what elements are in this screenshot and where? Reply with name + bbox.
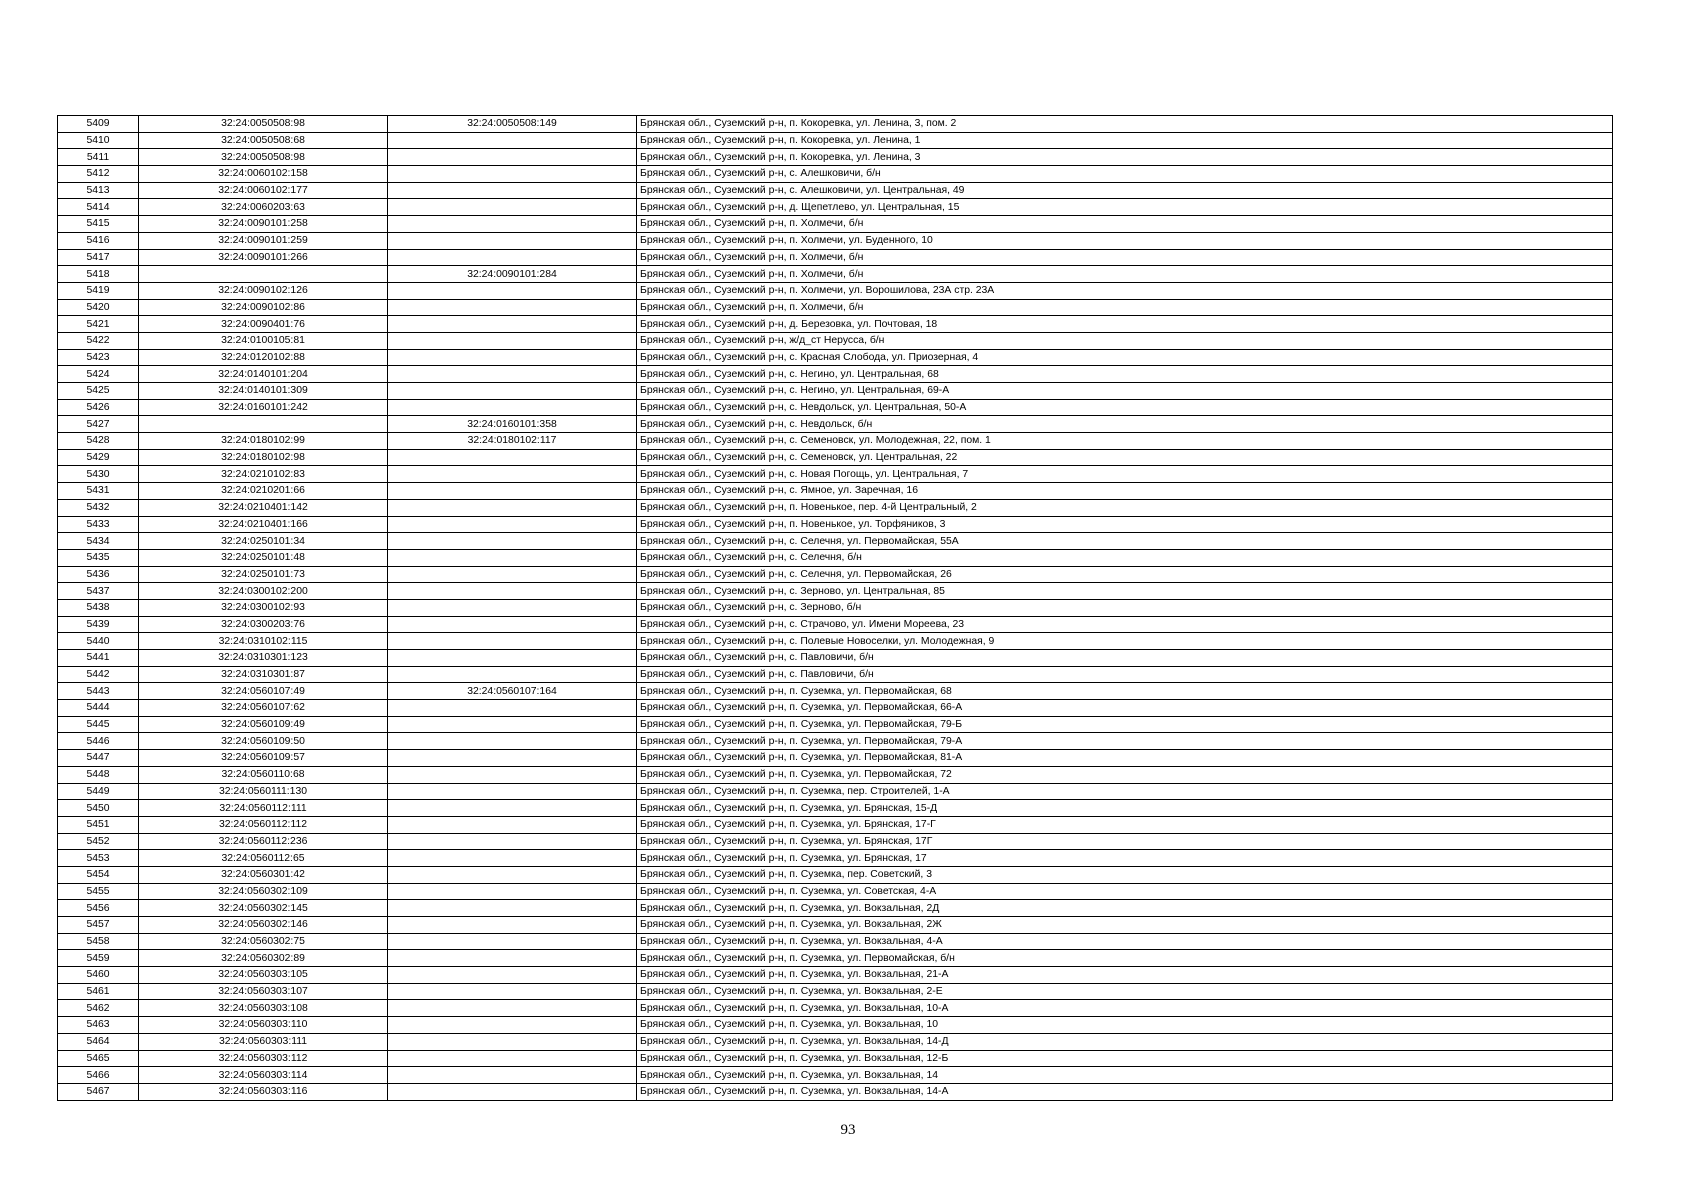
linked-cadastral-number-cell: [388, 1050, 637, 1067]
linked-cadastral-number-cell: [388, 1017, 637, 1034]
linked-cadastral-number-cell: [388, 950, 637, 967]
row-number-cell: 5416: [58, 232, 139, 249]
address-cell: Брянская обл., Суземский р-н, с. Селечня, б/н: [637, 549, 1613, 566]
address-cell: Брянская обл., Суземский р-н, п. Суземка, ул. Первомайская, б/н: [637, 950, 1613, 967]
table-row: [58, 967, 1613, 984]
address-cell: Брянская обл., Суземский р-н, п. Суземка, пер. Строителей, 1-А: [637, 783, 1613, 800]
address-cell: Брянская обл., Суземский р-н, с. Алешковичи, ул. Центральная, 49: [637, 182, 1613, 199]
address-cell: Брянская обл., Суземский р-н, п. Холмечи, б/н: [637, 299, 1613, 316]
table-row: [58, 232, 1613, 249]
cadastral-number-cell: 32:24:0560303:112: [139, 1050, 388, 1067]
row-number-cell: 5448: [58, 766, 139, 783]
linked-cadastral-number-cell: [388, 1033, 637, 1050]
table-row: [58, 616, 1613, 633]
table-row: [58, 399, 1613, 416]
address-cell: Брянская обл., Суземский р-н, с. Павловичи, б/н: [637, 650, 1613, 667]
cadastral-number-cell: 32:24:0090101:266: [139, 249, 388, 266]
cadastral-number-cell: 32:24:0560303:110: [139, 1017, 388, 1034]
row-number-cell: 5414: [58, 199, 139, 216]
address-cell: Брянская обл., Суземский р-н, п. Суземка, ул. Вокзальная, 4-А: [637, 933, 1613, 950]
address-cell: Брянская обл., Суземский р-н, с. Полевые Новоселки, ул. Молодежная, 9: [637, 633, 1613, 650]
row-number-cell: 5431: [58, 483, 139, 500]
linked-cadastral-number-cell: [388, 1083, 637, 1100]
cadastral-number-cell: 32:24:0250101:34: [139, 533, 388, 550]
linked-cadastral-number-cell: [388, 933, 637, 950]
table-row: [58, 416, 1613, 433]
row-number-cell: 5423: [58, 349, 139, 366]
cadastral-number-cell: 32:24:0250101:48: [139, 549, 388, 566]
table-row: [58, 917, 1613, 934]
linked-cadastral-number-cell: [388, 516, 637, 533]
row-number-cell: 5411: [58, 149, 139, 166]
linked-cadastral-number-cell: [388, 917, 637, 934]
row-number-cell: 5463: [58, 1017, 139, 1034]
address-cell: Брянская обл., Суземский р-н, п. Суземка, ул. Вокзальная, 21-А: [637, 967, 1613, 984]
linked-cadastral-number-cell: [388, 399, 637, 416]
address-cell: Брянская обл., Суземский р-н, п. Суземка, ул. Вокзальная, 14: [637, 1067, 1613, 1084]
row-number-cell: 5446: [58, 733, 139, 750]
cadastral-number-cell: 32:24:0300102:200: [139, 583, 388, 600]
cadastral-number-cell: 32:24:0560109:49: [139, 716, 388, 733]
address-cell: Брянская обл., Суземский р-н, ж/д_ст Нерусса, б/н: [637, 332, 1613, 349]
address-cell: Брянская обл., Суземский р-н, п. Суземка, ул. Вокзальная, 2Д: [637, 900, 1613, 917]
table-row: [58, 166, 1613, 183]
row-number-cell: 5462: [58, 1000, 139, 1017]
cadastral-number-cell: 32:24:0560107:62: [139, 700, 388, 717]
linked-cadastral-number-cell: [388, 650, 637, 667]
address-cell: Брянская обл., Суземский р-н, п. Холмечи, ул. Ворошилова, 23А стр. 23А: [637, 282, 1613, 299]
page-number: 93: [840, 1122, 856, 1138]
table-row: [58, 533, 1613, 550]
table-row: [58, 983, 1613, 1000]
linked-cadastral-number-cell: [388, 366, 637, 383]
cadastral-number-cell: 32:24:0140101:204: [139, 366, 388, 383]
address-cell: Брянская обл., Суземский р-н, п. Суземка, ул. Вокзальная, 2Ж: [637, 917, 1613, 934]
cadastral-number-cell: 32:24:0310102:115: [139, 633, 388, 650]
address-cell: Брянская обл., Суземский р-н, п. Суземка, ул. Вокзальная, 2-Е: [637, 983, 1613, 1000]
linked-cadastral-number-cell: [388, 199, 637, 216]
table-row: [58, 383, 1613, 400]
address-cell: Брянская обл., Суземский р-н, п. Новенькое, ул. Торфяников, 3: [637, 516, 1613, 533]
row-number-cell: 5455: [58, 883, 139, 900]
cadastral-number-cell: 32:24:0210102:83: [139, 466, 388, 483]
table-row: [58, 116, 1613, 133]
linked-cadastral-number-cell: [388, 866, 637, 883]
row-number-cell: 5438: [58, 599, 139, 616]
table-row: [58, 299, 1613, 316]
row-number-cell: 5447: [58, 750, 139, 767]
address-cell: Брянская обл., Суземский р-н, д. Березовка, ул. Почтовая, 18: [637, 316, 1613, 333]
table-row: [58, 316, 1613, 333]
address-cell: Брянская обл., Суземский р-н, п. Суземка, ул. Советская, 4-А: [637, 883, 1613, 900]
address-cell: Брянская обл., Суземский р-н, п. Суземка, ул. Брянская, 15-Д: [637, 800, 1613, 817]
cadastral-number-cell: 32:24:0090101:258: [139, 216, 388, 233]
linked-cadastral-number-cell: [388, 149, 637, 166]
table-row: [58, 816, 1613, 833]
address-cell: Брянская обл., Суземский р-н, с. Зерново, ул. Центральная, 85: [637, 583, 1613, 600]
linked-cadastral-number-cell: [388, 900, 637, 917]
row-number-cell: 5460: [58, 967, 139, 984]
row-number-cell: 5450: [58, 800, 139, 817]
row-number-cell: 5459: [58, 950, 139, 967]
table-row: [58, 349, 1613, 366]
table-row: [58, 716, 1613, 733]
row-number-cell: 5425: [58, 383, 139, 400]
table-row: [58, 182, 1613, 199]
cadastral-number-cell: [139, 266, 388, 283]
cadastral-number-cell: 32:24:0560302:145: [139, 900, 388, 917]
table-row: [58, 566, 1613, 583]
address-cell: Брянская обл., Суземский р-н, с. Негино, ул. Центральная, 68: [637, 366, 1613, 383]
cadastral-number-cell: 32:24:0560112:111: [139, 800, 388, 817]
address-cell: Брянская обл., Суземский р-н, п. Кокоревка, ул. Ленина, 3, пом. 2: [637, 116, 1613, 133]
row-number-cell: 5441: [58, 650, 139, 667]
linked-cadastral-number-cell: [388, 216, 637, 233]
linked-cadastral-number-cell: [388, 733, 637, 750]
row-number-cell: 5433: [58, 516, 139, 533]
linked-cadastral-number-cell: [388, 833, 637, 850]
linked-cadastral-number-cell: [388, 583, 637, 600]
table-row: [58, 683, 1613, 700]
linked-cadastral-number-cell: [388, 566, 637, 583]
cadastral-number-cell: 32:24:0250101:73: [139, 566, 388, 583]
cadastral-number-cell: 32:24:0560112:65: [139, 850, 388, 867]
linked-cadastral-number-cell: [388, 282, 637, 299]
linked-cadastral-number-cell: [388, 599, 637, 616]
row-number-cell: 5417: [58, 249, 139, 266]
row-number-cell: 5445: [58, 716, 139, 733]
cadastral-number-cell: 32:24:0560302:109: [139, 883, 388, 900]
linked-cadastral-number-cell: [388, 716, 637, 733]
address-cell: Брянская обл., Суземский р-н, с. Алешковичи, б/н: [637, 166, 1613, 183]
cadastral-number-cell: 32:24:0060203:63: [139, 199, 388, 216]
row-number-cell: 5429: [58, 449, 139, 466]
row-number-cell: 5461: [58, 983, 139, 1000]
cadastral-number-cell: 32:24:0210401:166: [139, 516, 388, 533]
linked-cadastral-number-cell: [388, 166, 637, 183]
cadastral-number-cell: 32:24:0310301:123: [139, 650, 388, 667]
cadastral-number-cell: 32:24:0560302:89: [139, 950, 388, 967]
linked-cadastral-number-cell: [388, 816, 637, 833]
cadastral-number-cell: 32:24:0180102:99: [139, 433, 388, 450]
cadastral-number-cell: 32:24:0560303:114: [139, 1067, 388, 1084]
linked-cadastral-number-cell: [388, 983, 637, 1000]
cadastral-number-cell: 32:24:0090401:76: [139, 316, 388, 333]
address-cell: Брянская обл., Суземский р-н, п. Суземка, ул. Брянская, 17: [637, 850, 1613, 867]
cadastral-number-cell: 32:24:0560107:49: [139, 683, 388, 700]
row-number-cell: 5443: [58, 683, 139, 700]
table-row: [58, 149, 1613, 166]
linked-cadastral-number-cell: [388, 483, 637, 500]
table-row: [58, 666, 1613, 683]
table-row: [58, 433, 1613, 450]
row-number-cell: 5458: [58, 933, 139, 950]
linked-cadastral-number-cell: [388, 850, 637, 867]
address-cell: Брянская обл., Суземский р-н, с. Зерново, б/н: [637, 599, 1613, 616]
row-number-cell: 5410: [58, 132, 139, 149]
row-number-cell: 5440: [58, 633, 139, 650]
address-cell: Брянская обл., Суземский р-н, п. Кокоревка, ул. Ленина, 3: [637, 149, 1613, 166]
address-cell: Брянская обл., Суземский р-н, с. Невдольск, ул. Центральная, 50-А: [637, 399, 1613, 416]
cadastral-number-cell: 32:24:0090102:126: [139, 282, 388, 299]
table-row: [58, 366, 1613, 383]
linked-cadastral-number-cell: [388, 633, 637, 650]
cadastral-number-cell: 32:24:0210401:142: [139, 499, 388, 516]
cadastral-number-cell: 32:24:0560302:146: [139, 917, 388, 934]
linked-cadastral-number-cell: [388, 316, 637, 333]
row-number-cell: 5452: [58, 833, 139, 850]
cadastral-number-cell: 32:24:0560303:116: [139, 1083, 388, 1100]
address-cell: Брянская обл., Суземский р-н, п. Суземка, ул. Первомайская, 81-А: [637, 750, 1613, 767]
address-cell: Брянская обл., Суземский р-н, п. Новенькое, пер. 4-й Центральный, 2: [637, 499, 1613, 516]
linked-cadastral-number-cell: [388, 232, 637, 249]
linked-cadastral-number-cell: [388, 883, 637, 900]
cadastral-number-cell: 32:24:0090102:86: [139, 299, 388, 316]
linked-cadastral-number-cell: [388, 132, 637, 149]
linked-cadastral-number-cell: [388, 449, 637, 466]
row-number-cell: 5426: [58, 399, 139, 416]
cadastral-number-cell: 32:24:0560302:75: [139, 933, 388, 950]
table-row: [58, 950, 1613, 967]
table-row: [58, 466, 1613, 483]
table-row: [58, 266, 1613, 283]
table-row: [58, 866, 1613, 883]
row-number-cell: 5424: [58, 366, 139, 383]
table-row: [58, 1033, 1613, 1050]
table-row: [58, 800, 1613, 817]
linked-cadastral-number-cell: [388, 666, 637, 683]
table-row: [58, 132, 1613, 149]
address-cell: Брянская обл., Суземский р-н, с. Красная Слобода, ул. Приозерная, 4: [637, 349, 1613, 366]
table-row: [58, 1083, 1613, 1100]
row-number-cell: 5409: [58, 116, 139, 133]
cadastral-number-cell: 32:24:0140101:309: [139, 383, 388, 400]
table-row: [58, 1050, 1613, 1067]
row-number-cell: 5465: [58, 1050, 139, 1067]
linked-cadastral-number-cell: [388, 1000, 637, 1017]
table-row: [58, 1017, 1613, 1034]
table-row: [58, 833, 1613, 850]
table-row: [58, 199, 1613, 216]
row-number-cell: 5415: [58, 216, 139, 233]
address-cell: Брянская обл., Суземский р-н, п. Суземка, ул. Первомайская, 68: [637, 683, 1613, 700]
linked-cadastral-number-cell: 32:24:0090101:284: [388, 266, 637, 283]
row-number-cell: 5466: [58, 1067, 139, 1084]
cadastral-number-cell: 32:24:0180102:98: [139, 449, 388, 466]
table-row: [58, 599, 1613, 616]
row-number-cell: 5467: [58, 1083, 139, 1100]
cadastral-number-cell: 32:24:0090101:259: [139, 232, 388, 249]
table-row: [58, 750, 1613, 767]
linked-cadastral-number-cell: 32:24:0050508:149: [388, 116, 637, 133]
cadastral-number-cell: 32:24:0300203:76: [139, 616, 388, 633]
cadastral-number-cell: 32:24:0560109:50: [139, 733, 388, 750]
cadastral-number-cell: 32:24:0560111:130: [139, 783, 388, 800]
table-row: [58, 282, 1613, 299]
table-row: [58, 516, 1613, 533]
address-cell: Брянская обл., Суземский р-н, п. Холмечи, б/н: [637, 266, 1613, 283]
cadastral-number-cell: 32:24:0050508:68: [139, 132, 388, 149]
cadastral-number-cell: [139, 416, 388, 433]
cadastral-number-cell: 32:24:0560109:57: [139, 750, 388, 767]
linked-cadastral-number-cell: [388, 249, 637, 266]
cadastral-number-cell: 32:24:0050508:98: [139, 116, 388, 133]
address-cell: Брянская обл., Суземский р-н, п. Суземка, ул. Первомайская, 79-Б: [637, 716, 1613, 733]
row-number-cell: 5454: [58, 866, 139, 883]
cadastral-number-cell: 32:24:0120102:88: [139, 349, 388, 366]
table-row: [58, 332, 1613, 349]
cadastral-number-cell: 32:24:0060102:177: [139, 182, 388, 199]
row-number-cell: 5418: [58, 266, 139, 283]
linked-cadastral-number-cell: [388, 1067, 637, 1084]
table-row: [58, 650, 1613, 667]
table-row: [58, 883, 1613, 900]
table-row: [58, 1000, 1613, 1017]
cadastral-number-cell: 32:24:0560303:111: [139, 1033, 388, 1050]
row-number-cell: 5432: [58, 499, 139, 516]
table-row: [58, 850, 1613, 867]
linked-cadastral-number-cell: [388, 800, 637, 817]
row-number-cell: 5449: [58, 783, 139, 800]
row-number-cell: 5439: [58, 616, 139, 633]
address-cell: Брянская обл., Суземский р-н, с. Новая Погощь, ул. Центральная, 7: [637, 466, 1613, 483]
cadastral-number-cell: 32:24:0560301:42: [139, 866, 388, 883]
table-row: [58, 766, 1613, 783]
row-number-cell: 5437: [58, 583, 139, 600]
cadastral-number-cell: 32:24:0560112:236: [139, 833, 388, 850]
linked-cadastral-number-cell: [388, 349, 637, 366]
linked-cadastral-number-cell: [388, 332, 637, 349]
address-cell: Брянская обл., Суземский р-н, п. Суземка, ул. Брянская, 17Г: [637, 833, 1613, 850]
table-row: [58, 249, 1613, 266]
linked-cadastral-number-cell: [388, 967, 637, 984]
row-number-cell: 5427: [58, 416, 139, 433]
cadastral-number-cell: 32:24:0100105:81: [139, 332, 388, 349]
address-cell: Брянская обл., Суземский р-н, п. Суземка, пер. Советский, 3: [637, 866, 1613, 883]
table-row: [58, 216, 1613, 233]
linked-cadastral-number-cell: [388, 533, 637, 550]
address-cell: Брянская обл., Суземский р-н, п. Суземка, ул. Вокзальная, 12-Б: [637, 1050, 1613, 1067]
address-cell: Брянская обл., Суземский р-н, с. Семеновск, ул. Молодежная, 22, пом. 1: [637, 433, 1613, 450]
address-cell: Брянская обл., Суземский р-н, п. Суземка, ул. Вокзальная, 10: [637, 1017, 1613, 1034]
cadastral-number-cell: 32:24:0560303:105: [139, 967, 388, 984]
cadastral-number-cell: 32:24:0560112:112: [139, 816, 388, 833]
cadastral-number-cell: 32:24:0160101:242: [139, 399, 388, 416]
address-cell: Брянская обл., Суземский р-н, п. Суземка, ул. Вокзальная, 14-А: [637, 1083, 1613, 1100]
table-row: [58, 700, 1613, 717]
linked-cadastral-number-cell: [388, 700, 637, 717]
row-number-cell: 5435: [58, 549, 139, 566]
linked-cadastral-number-cell: 32:24:0160101:358: [388, 416, 637, 433]
linked-cadastral-number-cell: [388, 766, 637, 783]
address-cell: Брянская обл., Суземский р-н, п. Суземка, ул. Вокзальная, 14-Д: [637, 1033, 1613, 1050]
linked-cadastral-number-cell: [388, 466, 637, 483]
linked-cadastral-number-cell: [388, 383, 637, 400]
address-cell: Брянская обл., Суземский р-н, с. Страчово, ул. Имени Мореева, 23: [637, 616, 1613, 633]
table-row: [58, 449, 1613, 466]
row-number-cell: 5436: [58, 566, 139, 583]
table-row: [58, 633, 1613, 650]
row-number-cell: 5457: [58, 917, 139, 934]
address-cell: Брянская обл., Суземский р-н, п. Суземка, ул. Первомайская, 72: [637, 766, 1613, 783]
row-number-cell: 5430: [58, 466, 139, 483]
linked-cadastral-number-cell: [388, 549, 637, 566]
row-number-cell: 5456: [58, 900, 139, 917]
row-number-cell: 5444: [58, 700, 139, 717]
linked-cadastral-number-cell: [388, 299, 637, 316]
table-row: [58, 483, 1613, 500]
table-row: [58, 933, 1613, 950]
address-cell: Брянская обл., Суземский р-н, п. Суземка, ул. Первомайская, 66-А: [637, 700, 1613, 717]
address-cell: Брянская обл., Суземский р-н, п. Суземка, ул. Брянская, 17-Г: [637, 816, 1613, 833]
cadastral-number-cell: 32:24:0300102:93: [139, 599, 388, 616]
linked-cadastral-number-cell: [388, 783, 637, 800]
address-cell: Брянская обл., Суземский р-н, с. Невдольск, б/н: [637, 416, 1613, 433]
registry-table: [57, 115, 1613, 1101]
table-row: [58, 499, 1613, 516]
row-number-cell: 5428: [58, 433, 139, 450]
cadastral-number-cell: 32:24:0050508:98: [139, 149, 388, 166]
row-number-cell: 5412: [58, 166, 139, 183]
address-cell: Брянская обл., Суземский р-н, п. Холмечи, б/н: [637, 216, 1613, 233]
address-cell: Брянская обл., Суземский р-н, с. Селечня, ул. Первомайская, 55А: [637, 533, 1613, 550]
address-cell: Брянская обл., Суземский р-н, п. Кокоревка, ул. Ленина, 1: [637, 132, 1613, 149]
linked-cadastral-number-cell: [388, 182, 637, 199]
cadastral-number-cell: 32:24:0560303:108: [139, 1000, 388, 1017]
table-row: [58, 733, 1613, 750]
address-cell: Брянская обл., Суземский р-н, с. Негино, ул. Центральная, 69-А: [637, 383, 1613, 400]
cadastral-number-cell: 32:24:0560110:68: [139, 766, 388, 783]
table-row: [58, 900, 1613, 917]
row-number-cell: 5434: [58, 533, 139, 550]
row-number-cell: 5453: [58, 850, 139, 867]
linked-cadastral-number-cell: [388, 750, 637, 767]
row-number-cell: 5464: [58, 1033, 139, 1050]
cadastral-number-cell: 32:24:0210201:66: [139, 483, 388, 500]
row-number-cell: 5442: [58, 666, 139, 683]
linked-cadastral-number-cell: 32:24:0180102:117: [388, 433, 637, 450]
address-cell: Брянская обл., Суземский р-н, п. Холмечи, б/н: [637, 249, 1613, 266]
row-number-cell: 5421: [58, 316, 139, 333]
address-cell: Брянская обл., Суземский р-н, с. Селечня, ул. Первомайская, 26: [637, 566, 1613, 583]
address-cell: Брянская обл., Суземский р-н, с. Семеновск, ул. Центральная, 22: [637, 449, 1613, 466]
cadastral-number-cell: 32:24:0560303:107: [139, 983, 388, 1000]
row-number-cell: 5451: [58, 816, 139, 833]
address-cell: Брянская обл., Суземский р-н, п. Суземка, ул. Вокзальная, 10-А: [637, 1000, 1613, 1017]
linked-cadastral-number-cell: 32:24:0560107:164: [388, 683, 637, 700]
row-number-cell: 5422: [58, 332, 139, 349]
registry-table-body: [58, 116, 1613, 1101]
address-cell: Брянская обл., Суземский р-н, д. Щепетлево, ул. Центральная, 15: [637, 199, 1613, 216]
table-row: [58, 583, 1613, 600]
address-cell: Брянская обл., Суземский р-н, с. Ямное, ул. Заречная, 16: [637, 483, 1613, 500]
cadastral-number-cell: 32:24:0310301:87: [139, 666, 388, 683]
address-cell: Брянская обл., Суземский р-н, п. Суземка, ул. Первомайская, 79-А: [637, 733, 1613, 750]
linked-cadastral-number-cell: [388, 616, 637, 633]
row-number-cell: 5413: [58, 182, 139, 199]
table-row: [58, 549, 1613, 566]
row-number-cell: 5420: [58, 299, 139, 316]
cadastral-number-cell: 32:24:0060102:158: [139, 166, 388, 183]
address-cell: Брянская обл., Суземский р-н, с. Павловичи, б/н: [637, 666, 1613, 683]
address-cell: Брянская обл., Суземский р-н, п. Холмечи, ул. Буденного, 10: [637, 232, 1613, 249]
table-row: [58, 783, 1613, 800]
row-number-cell: 5419: [58, 282, 139, 299]
linked-cadastral-number-cell: [388, 499, 637, 516]
table-row: [58, 1067, 1613, 1084]
